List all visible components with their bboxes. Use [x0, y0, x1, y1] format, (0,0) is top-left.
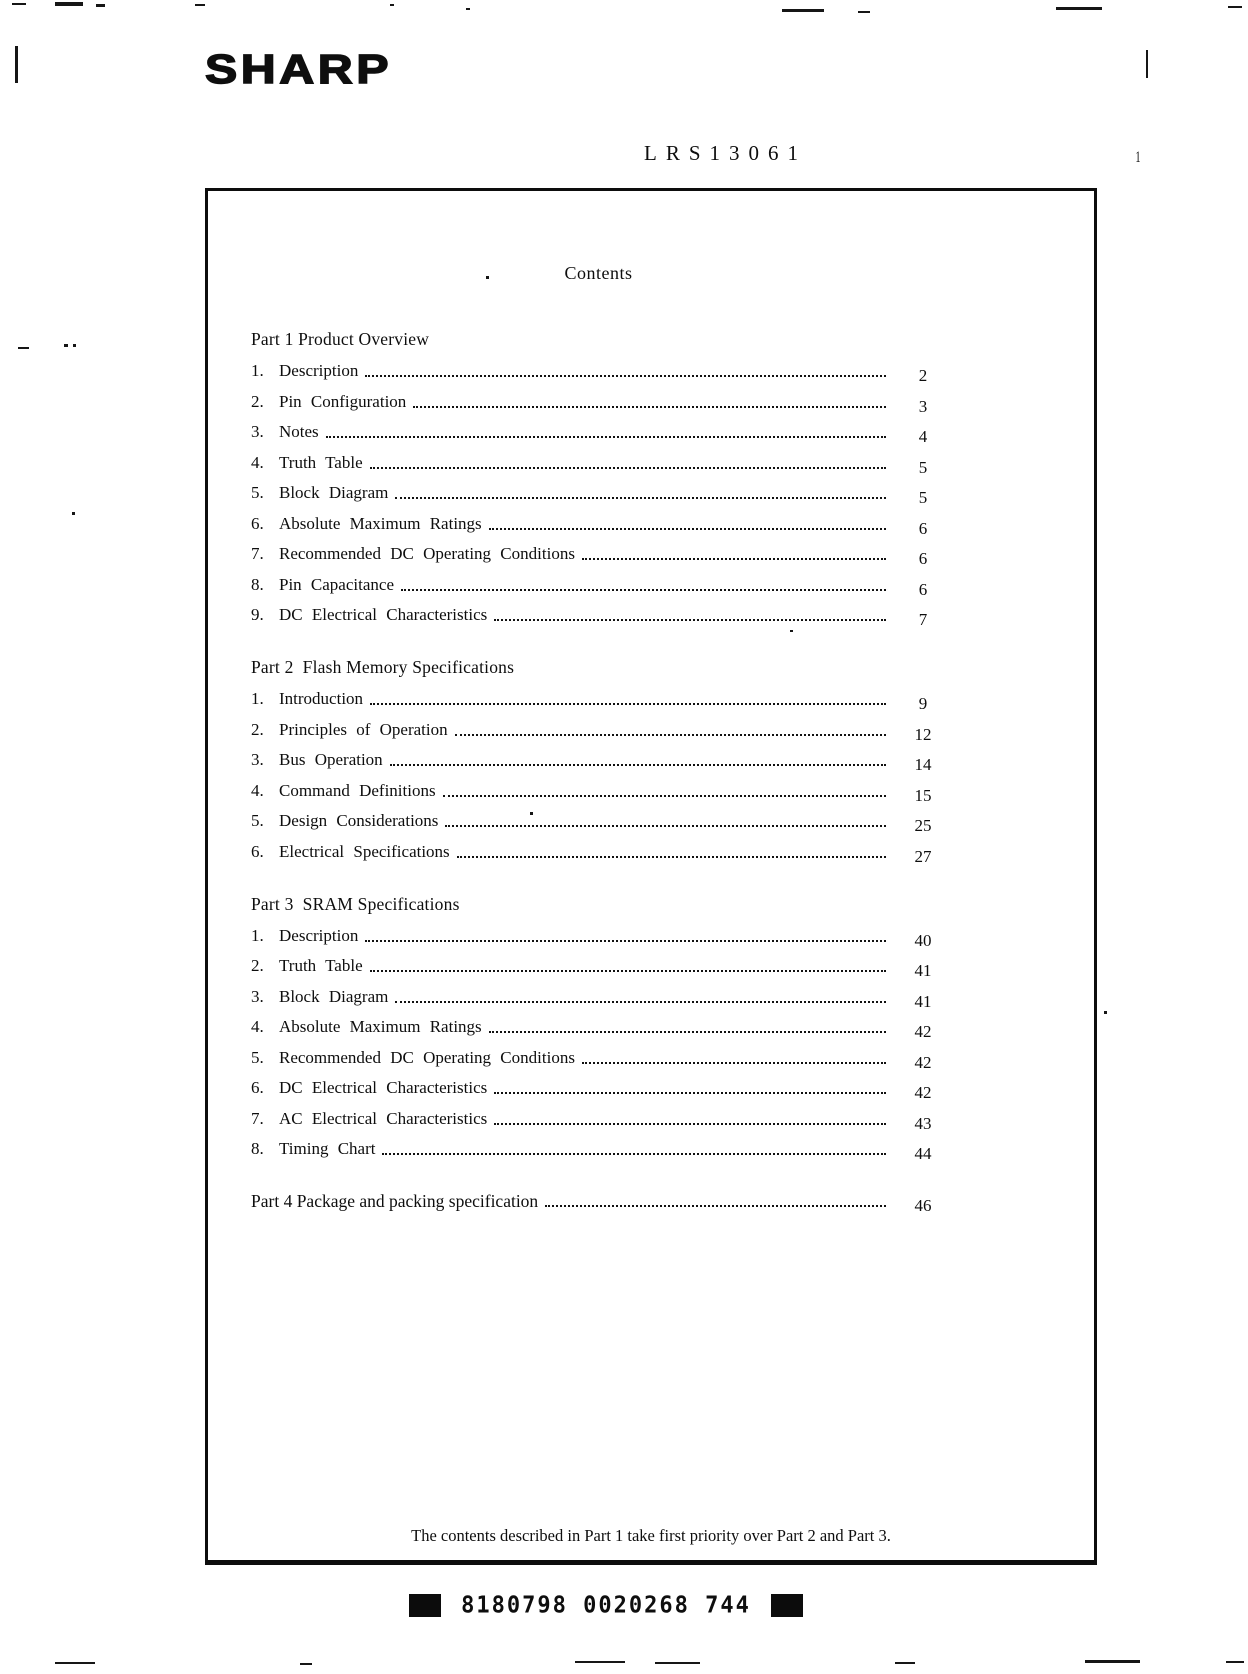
toc-entry-number: 3.: [251, 986, 264, 1006]
toc-page-number: 2: [918, 366, 928, 385]
scan-noise-mark: [72, 512, 75, 515]
toc-entry: [251, 391, 946, 416]
scan-noise-mark: [300, 1663, 312, 1665]
dot-leader: [382, 1153, 886, 1155]
dot-leader: [582, 558, 886, 560]
scan-noise-mark: [895, 1662, 915, 1664]
toc-entry-number: 4.: [251, 780, 264, 800]
dot-leader: [401, 589, 886, 591]
toc-section: [251, 1191, 946, 1215]
dot-leader: [489, 1031, 886, 1033]
toc-entry: [251, 719, 946, 744]
toc-entry-label: AC Electrical Characteristics: [279, 1108, 488, 1128]
toc-entry-label: Command Definitions: [279, 780, 436, 800]
scan-noise-mark: [466, 8, 470, 10]
toc-entry-number: 3.: [251, 422, 264, 441]
dot-leader: [395, 497, 886, 499]
scan-noise-mark: [73, 344, 76, 347]
dot-leader: [457, 856, 886, 858]
toc-section: [251, 657, 946, 866]
scan-noise-mark: [195, 4, 205, 6]
toc-entry: [251, 1017, 946, 1041]
toc-entry-number: 7.: [251, 1108, 264, 1128]
dot-leader: [582, 1062, 886, 1064]
toc-entry: [251, 811, 946, 835]
toc-entry-number: 1.: [251, 689, 264, 708]
toc-entry-label: Design Considerations: [279, 811, 439, 830]
scan-noise-mark: [64, 344, 68, 347]
scan-noise-mark: [858, 11, 870, 13]
toc-entry-number: 2.: [251, 719, 264, 739]
toc-entry-label: Block Diagram: [279, 986, 389, 1006]
toc-entry: [251, 483, 946, 507]
scan-noise-mark: [1056, 7, 1102, 10]
toc-entry-label: DC Electrical Characteristics: [279, 1078, 488, 1097]
toc-page-number: 6: [918, 518, 928, 538]
toc-entry: [251, 1078, 946, 1102]
toc-entry-label: DC Electrical Characteristics: [279, 605, 488, 624]
scan-noise-mark: [55, 2, 83, 6]
toc-entry: [251, 750, 946, 774]
toc-entry: [251, 689, 946, 713]
scan-noise-mark: [390, 4, 394, 6]
toc-entry: [251, 605, 946, 629]
scan-noise-mark: [18, 347, 29, 349]
toc-entry: [251, 841, 946, 866]
toc-page-number: 25: [914, 816, 932, 835]
toc-page-number: 46: [914, 1196, 932, 1215]
toc-entry-label: Introduction: [279, 689, 364, 708]
stamp-code: 8180798 0020268 744: [461, 1592, 751, 1619]
toc-entry: [251, 422, 946, 446]
toc-section-heading: Part 1 Product Overview: [251, 329, 430, 349]
toc-page-number: 42: [914, 1083, 932, 1102]
toc-entry-label: Absolute Maximum Ratings: [279, 1017, 482, 1036]
toc-entry: [251, 1139, 946, 1163]
toc-entry-label: Principles of Operation: [279, 719, 448, 739]
toc-page-number: 42: [914, 1022, 932, 1041]
toc-page-number: 5: [918, 457, 928, 477]
toc-page-number: 9: [918, 694, 928, 713]
doc-number: LRS13061: [644, 141, 808, 165]
toc-entry-number: 1.: [251, 925, 264, 945]
dot-leader: [395, 1001, 886, 1003]
dot-leader: [365, 940, 886, 942]
toc-entry-number: 9.: [251, 605, 264, 624]
scan-noise-mark: [790, 630, 793, 632]
toc-entry-label: Timing Chart: [279, 1139, 376, 1158]
toc-page-number: 15: [914, 785, 932, 805]
scan-noise-mark: [575, 1661, 625, 1663]
toc-page-number: 42: [914, 1052, 932, 1072]
toc-section: [251, 329, 946, 629]
toc-entry-label: Description: [279, 361, 359, 380]
toc-entry: [251, 544, 946, 568]
stamp-block-left: [409, 1594, 441, 1617]
toc-entry-label: Recommended DC Operating Conditions: [279, 1047, 575, 1067]
toc-page-number: 40: [914, 930, 932, 950]
scan-noise-mark: [1146, 50, 1148, 78]
toc-entry-number: 6.: [251, 1078, 264, 1097]
dot-leader: [494, 619, 886, 621]
toc-page-number: 44: [914, 1144, 932, 1163]
toc-section-heading: Part 4 Package and packing specification: [251, 1191, 539, 1211]
dot-leader: [365, 375, 886, 377]
scan-noise-mark: [55, 1662, 95, 1664]
toc-entry-number: 5.: [251, 1047, 264, 1067]
toc-section-heading: Part 2 Flash Memory Specifications: [251, 657, 515, 677]
toc-entry-label: Pin Capacitance: [279, 574, 394, 594]
toc-page-number: 4: [918, 427, 928, 446]
toc-entry: [251, 361, 946, 385]
toc-entry-number: 2.: [251, 956, 264, 975]
toc-sections: [251, 329, 946, 1215]
toc-entry-label: Pin Configuration: [279, 391, 407, 411]
toc-entry-number: 6.: [251, 841, 264, 861]
toc-entry-number: 2.: [251, 391, 264, 411]
footer-note: The contents described in Part 1 take first priority over Part 2 and Part 3.: [411, 1526, 891, 1545]
stamp-block-right: [771, 1594, 803, 1617]
contents-title: Contents: [564, 263, 633, 283]
toc-page-number: 7: [918, 610, 928, 629]
scan-noise-mark: [782, 9, 824, 12]
toc-page-number: 12: [914, 724, 932, 744]
toc-entry: [251, 780, 946, 805]
toc-entry-number: 8.: [251, 1139, 264, 1158]
scan-noise-mark: [1104, 1011, 1107, 1014]
contents-box: [205, 188, 1097, 1565]
toc-entry-label: Recommended DC Operating Conditions: [279, 544, 575, 563]
toc-page-number: 6: [918, 579, 928, 599]
toc-entry-number: 7.: [251, 544, 264, 563]
dot-leader: [445, 825, 886, 827]
toc-entry-label: Notes: [279, 422, 319, 441]
scan-noise-mark: [15, 46, 18, 83]
toc-entry-number: 4.: [251, 452, 264, 472]
toc-entry: [251, 574, 946, 599]
scan-noise-mark: [530, 812, 533, 815]
toc-entry-label: Electrical Specifications: [279, 841, 450, 861]
toc-page-number: 41: [914, 961, 932, 980]
dot-leader: [326, 436, 886, 438]
toc-part-line: [251, 1191, 946, 1215]
toc-page-number: 14: [914, 755, 932, 774]
page-corner-number: 1: [1135, 149, 1141, 166]
scan-noise-mark: [1226, 1661, 1244, 1663]
toc-entry: [251, 986, 946, 1011]
dot-leader: [489, 528, 886, 530]
scan-noise-mark: [486, 276, 489, 279]
toc-section: [251, 893, 946, 1163]
toc-entry-label: Truth Table: [279, 956, 363, 975]
toc-page-number: 6: [918, 549, 928, 568]
toc-section-heading: Part 3 SRAM Specifications: [251, 893, 460, 914]
toc-entry-number: 5.: [251, 811, 264, 830]
toc-entry-label: Block Diagram: [279, 483, 389, 502]
dot-leader: [494, 1123, 886, 1125]
toc-entry: [251, 925, 946, 950]
toc-entry-number: 4.: [251, 1017, 264, 1036]
sharp-logo: SHARP: [205, 46, 393, 92]
toc-entry: [251, 1047, 946, 1072]
toc-entry-number: 5.: [251, 483, 264, 502]
toc-entry: [251, 452, 946, 477]
scan-noise-mark: [96, 4, 105, 7]
toc-page-number: 5: [918, 488, 928, 507]
scan-noise-mark: [12, 3, 26, 5]
toc-page-number: 41: [914, 991, 932, 1011]
scan-noise-mark: [1228, 6, 1242, 8]
toc-entry: [251, 956, 946, 980]
stamp-line: [0, 1593, 1248, 1618]
scan-noise-mark: [655, 1662, 700, 1664]
dot-leader: [370, 703, 886, 705]
toc-page-number: 3: [918, 396, 928, 416]
toc-page-number: 27: [914, 846, 932, 866]
toc-entry-number: 3.: [251, 750, 264, 769]
dot-leader: [413, 406, 886, 408]
dot-leader: [494, 1092, 886, 1094]
toc-entry-number: 1.: [251, 361, 264, 380]
toc-page-number: 43: [914, 1113, 932, 1133]
toc-entry-label: Truth Table: [279, 452, 363, 472]
dot-leader: [455, 734, 886, 736]
toc-entry-label: Bus Operation: [279, 750, 383, 769]
toc-entry: [251, 513, 946, 538]
toc-entry-label: Description: [279, 925, 359, 945]
toc-entry-number: 8.: [251, 574, 264, 594]
toc-entry-label: Absolute Maximum Ratings: [279, 513, 482, 533]
dot-leader: [545, 1205, 886, 1207]
scan-noise-mark: [1085, 1660, 1140, 1663]
dot-leader: [443, 795, 886, 797]
dot-leader: [370, 467, 886, 469]
dot-leader: [390, 764, 886, 766]
toc-entry-number: 6.: [251, 513, 264, 533]
toc-entry: [251, 1108, 946, 1133]
dot-leader: [370, 970, 886, 972]
